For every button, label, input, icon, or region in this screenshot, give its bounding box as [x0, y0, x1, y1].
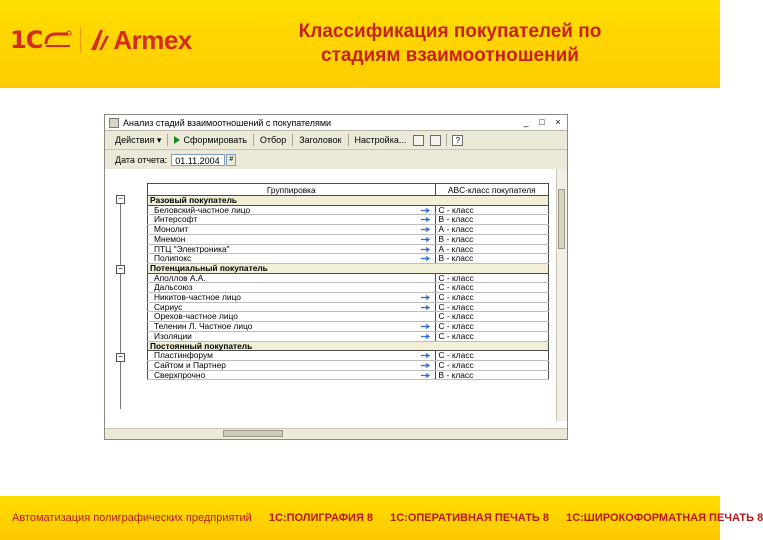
date-bar	[105, 150, 567, 170]
customer-cell	[148, 254, 436, 264]
logo-1c: 1С	[10, 26, 43, 54]
drill-arrow-icon[interactable]	[421, 373, 431, 378]
abc-class-cell: С - класс	[435, 273, 548, 283]
abc-class-cell: В - класс	[435, 234, 548, 244]
drill-arrow-icon[interactable]	[421, 208, 431, 213]
logo-1c-mark	[44, 30, 72, 50]
generate-button[interactable]	[170, 135, 250, 145]
drill-arrow-icon[interactable]	[421, 334, 431, 339]
toolbar	[105, 131, 567, 150]
collapse-groups-icon[interactable]	[413, 135, 424, 146]
report-area	[105, 169, 567, 431]
table-row[interactable]	[148, 370, 549, 380]
customer-name: Беловский-частное лицо	[154, 204, 251, 215]
toolbar-separator	[292, 134, 293, 146]
toolbar-separator	[446, 134, 447, 146]
drill-arrow-icon[interactable]	[421, 247, 431, 252]
abc-class-cell: А - класс	[435, 225, 548, 235]
abc-class-cell: С - класс	[435, 322, 548, 332]
vertical-scrollbar[interactable]	[556, 169, 567, 421]
table-row[interactable]	[148, 322, 549, 332]
footer-product: 1С:ШИРОКОФОРМАТНАЯ ПЕЧАТЬ 8	[566, 512, 763, 524]
close-icon[interactable]: ×	[555, 117, 561, 127]
table-row[interactable]	[148, 254, 549, 264]
toolbar-separator	[253, 134, 254, 146]
header-button[interactable]: Заголовок	[299, 135, 342, 145]
tree-line	[120, 199, 121, 409]
expand-groups-icon[interactable]	[430, 135, 441, 146]
footer-product: 1С:ОПЕРАТИВНАЯ ПЕЧАТЬ 8	[390, 512, 550, 524]
group-name: Потенциальный покупатель	[148, 263, 549, 273]
window-app-icon	[109, 118, 119, 128]
customer-name: Никитов-частное лицо	[154, 292, 241, 303]
table-row[interactable]	[148, 273, 549, 283]
drill-arrow-icon[interactable]	[421, 353, 431, 358]
actions-menu[interactable]: Действия ▾	[115, 134, 162, 145]
table-body	[148, 196, 549, 380]
customer-name: Полипокс	[154, 253, 192, 264]
table-row[interactable]	[148, 205, 549, 215]
abc-class-cell: В - класс	[435, 370, 548, 380]
play-icon	[174, 136, 180, 144]
help-icon[interactable]: ?	[452, 135, 463, 146]
toolbar-separator	[167, 134, 168, 146]
customer-name: Орехов-частное лицо	[154, 311, 238, 322]
customer-name: Дальсоюз	[154, 282, 193, 293]
drill-arrow-icon[interactable]	[421, 305, 431, 310]
drill-arrow-icon[interactable]	[421, 363, 431, 368]
abc-class-cell: С - класс	[435, 302, 548, 312]
tree-gutter	[111, 195, 131, 415]
logo-separator	[80, 27, 81, 53]
drill-arrow-icon[interactable]	[421, 256, 431, 261]
abc-class-cell: С - класс	[435, 331, 548, 341]
footer-lead: Автоматизация полиграфических предприятий	[12, 512, 252, 524]
filter-button[interactable]: Отбор	[259, 135, 287, 145]
vertical-scroll-thumb[interactable]	[558, 189, 565, 249]
table-row[interactable]	[148, 244, 549, 254]
minimize-icon[interactable]: _	[523, 117, 529, 127]
abc-class-cell: В - класс	[435, 254, 548, 264]
abc-class-cell: С - класс	[435, 312, 548, 322]
slide-title	[190, 20, 710, 68]
customer-cell	[148, 215, 436, 225]
group-name: Постоянный покупатель	[148, 341, 549, 351]
table-header	[148, 184, 549, 196]
calendar-icon[interactable]: #	[226, 154, 236, 166]
table-row[interactable]	[148, 293, 549, 303]
table-row[interactable]	[148, 331, 549, 341]
abc-class-cell: С - класс	[435, 205, 548, 215]
column-header-abc-class[interactable]: ABC-класс покупателя	[435, 184, 548, 196]
group-name: Разовый покупатель	[148, 196, 549, 206]
table-row[interactable]	[148, 360, 549, 370]
logo-armex-text: Armex	[113, 24, 192, 55]
customer-name: Пластинфорум	[154, 350, 213, 361]
window-title: Анализ стадий взаимоотношений с покупателями	[123, 117, 332, 128]
customer-cell	[148, 331, 436, 341]
abc-class-cell: В - класс	[435, 215, 548, 225]
slide-title-line1: Классификация покупателей по	[298, 21, 602, 42]
tree-collapse-icon[interactable]: −	[116, 195, 125, 204]
horizontal-scrollbar[interactable]	[105, 428, 567, 439]
customer-cell	[148, 293, 436, 303]
armex-mark	[91, 30, 109, 50]
customer-name: Мнемон	[154, 233, 186, 244]
drill-arrow-icon[interactable]	[421, 227, 431, 232]
customer-name: Сверхпрочно	[154, 369, 206, 380]
customer-name: Монолит	[154, 224, 189, 235]
customer-name: Интерсофт	[154, 214, 198, 225]
window-titlebar[interactable]	[105, 115, 567, 131]
settings-button[interactable]: Настройка...	[354, 135, 407, 145]
horizontal-scroll-thumb[interactable]	[223, 430, 283, 437]
abc-class-cell: С - класс	[435, 293, 548, 303]
abc-class-cell: С - класс	[435, 351, 548, 361]
group-row[interactable]	[148, 263, 549, 273]
slide-title-line2: стадиям взаимоотношений	[321, 45, 579, 66]
report-date-label: Дата отчета:	[115, 155, 168, 165]
maximize-icon[interactable]: □	[539, 117, 545, 127]
tree-collapse-icon[interactable]: −	[116, 265, 125, 274]
customer-cell	[148, 225, 436, 235]
customer-cell	[148, 370, 436, 380]
drill-arrow-icon[interactable]	[421, 237, 431, 242]
table-row[interactable]	[148, 225, 549, 235]
generate-label: Сформировать	[183, 135, 247, 145]
drill-arrow-icon[interactable]	[421, 324, 431, 329]
customer-name: Изоляции	[154, 330, 192, 341]
report-window	[104, 114, 568, 440]
toolbar-separator	[348, 134, 349, 146]
customer-name: ПТЦ "Электроника"	[154, 243, 230, 254]
drill-arrow-icon[interactable]	[421, 217, 431, 222]
slide-header	[0, 0, 720, 88]
table-row[interactable]	[148, 215, 549, 225]
tree-collapse-icon[interactable]: −	[116, 353, 125, 362]
abc-class-cell: С - класс	[435, 283, 548, 293]
customer-name: Сайтом и Партнер	[154, 359, 226, 370]
abc-class-cell: А - класс	[435, 244, 548, 254]
report-table	[147, 183, 549, 380]
logo-armex	[91, 25, 191, 56]
logo	[10, 22, 192, 58]
customer-name: Сириус	[154, 301, 183, 312]
customer-name: Теленин Л. Частное лицо	[154, 321, 253, 332]
customer-name: Аполлов А.А.	[154, 272, 206, 283]
abc-class-cell: С - класс	[435, 360, 548, 370]
report-date-input[interactable]: 01.11.2004	[171, 154, 225, 166]
footer-text	[12, 508, 763, 528]
column-header-grouping[interactable]: Группировка	[148, 184, 436, 196]
drill-arrow-icon[interactable]	[421, 295, 431, 300]
footer-product: 1С:ПОЛИГРАФИЯ 8	[268, 512, 374, 524]
slide-footer	[0, 496, 763, 540]
